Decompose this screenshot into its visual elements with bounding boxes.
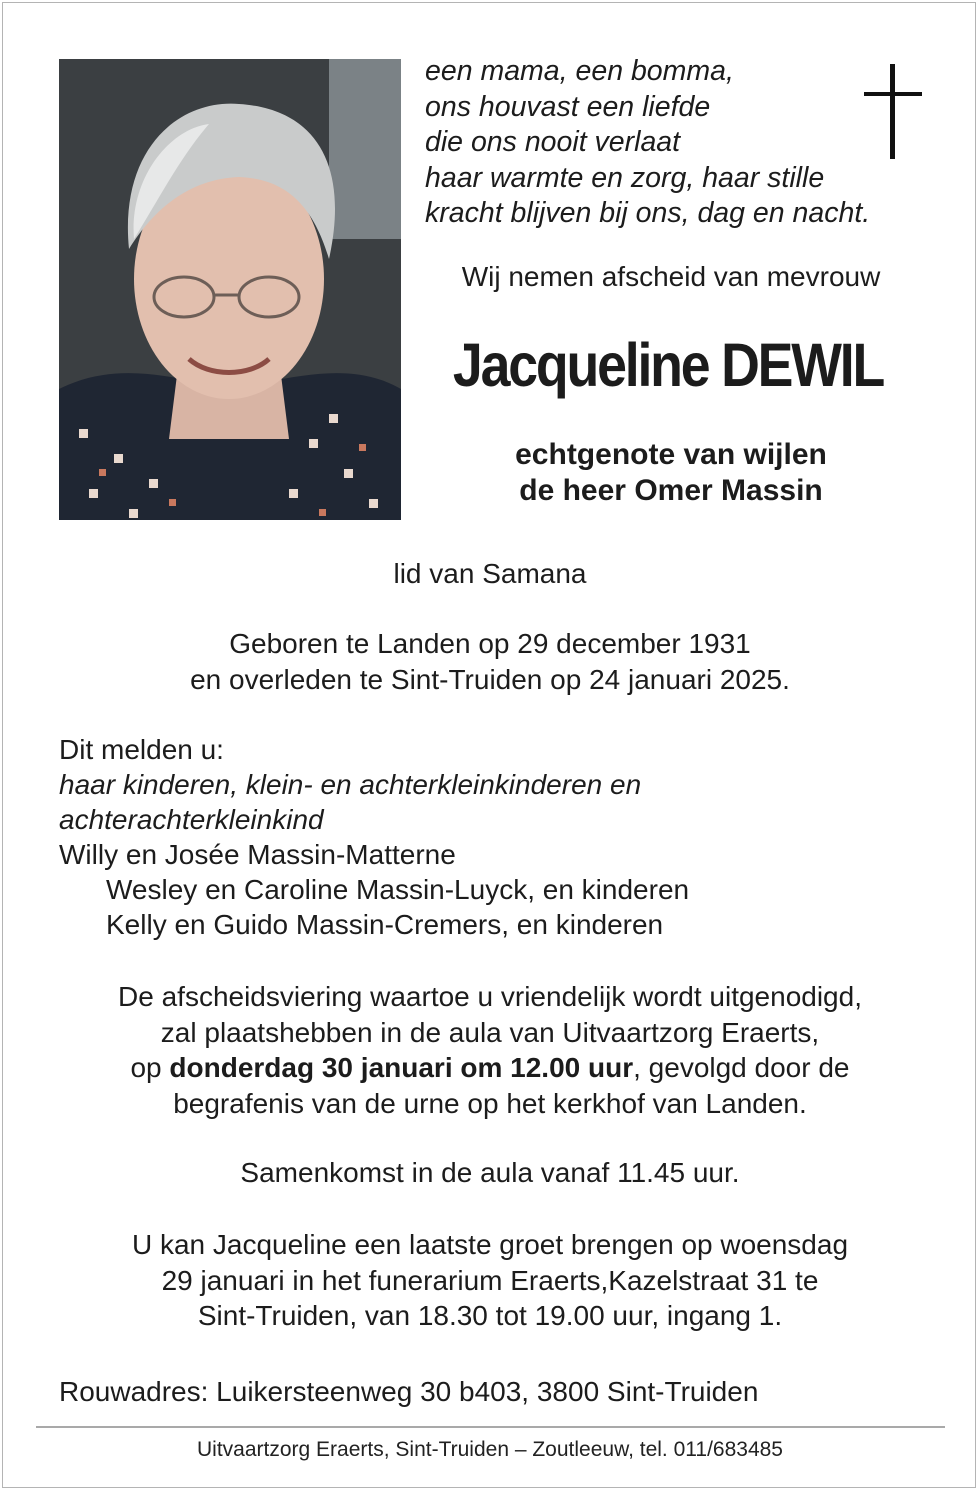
ceremony-line: begrafenis van de urne op het kerkhof van Landen. [173,1087,807,1119]
spouse-line: de heer Omer Massin [519,474,823,507]
birth-death-dates [30,626,950,697]
visitation-info [30,1227,950,1334]
poem-line: haar warmte en zorg, haar stille [425,161,825,194]
spouse-line: echtgenote van wijlen [515,438,827,471]
deceased-name: Jacqueline DEWIL [452,331,884,399]
family-member: Wesley en Caroline Massin-Luyck, en kinderen [106,874,690,905]
poem-line: een mama, een bomma, [425,55,734,87]
family-member: Kelly en Guido Massin-Cremers, en kinderen [106,909,664,940]
latin-cross-icon [864,64,922,159]
ceremony-datetime: donderdag 30 januari om 12.00 uur [169,1052,634,1083]
announcing-family [59,732,689,942]
poem-line: ons houvast een liefde [425,90,711,123]
funeral-home-footer: Uitvaartzorg Eraerts, Sint-Truiden – Zoutleeuw, tel. 011/683485 [197,1438,783,1461]
footer-divider [36,1426,945,1428]
gathering-info: Samenkomst in de aula vanaf 11.45 uur. [240,1157,740,1188]
death-line: en overleden te Sint-Truiden op 24 januari 2025. [190,663,790,695]
family-member: Willy en Josée Massin-Matterne [59,839,456,870]
mourning-address: Rouwadres: Luikersteenweg 30 b403, 3800 Sint-Truiden [59,1376,759,1407]
farewell-intro: Wij nemen afscheid van mevrouw [461,261,881,292]
ceremony-line: zal plaatshebben in de aula van Uitvaartzorg Eraerts, [160,1016,820,1048]
birth-line: Geboren te Landen op 29 december 1931 [229,628,751,659]
spouse-info [420,437,922,509]
visit-line: Sint-Truiden, van 18.30 tot 19.00 uur, ingang 1. [197,1300,783,1331]
ceremony-text: op [130,1052,170,1083]
portrait-photo [59,59,401,520]
announce-heading: Dit melden u: [59,734,224,765]
ceremony-line [30,1050,950,1086]
poem-line: kracht blijven bij ons, dag en nacht. [425,197,871,229]
ceremony-text: , gevolgd door de [633,1052,850,1083]
poem-line: die ons nooit verlaat [425,126,681,158]
ceremony-line: De afscheidsviering waartoe u vriendelijk wordt uitgenodigd, [118,981,862,1012]
family-summary: haar kinderen, klein- en achterkleinkinderen en [59,769,642,800]
family-summary: achterachterkleinkind [59,804,324,835]
ceremony-info [30,979,950,1121]
membership: lid van Samana [393,558,587,589]
visit-line: 29 januari in het funerarium Eraerts,Kazelstraat 31 te [161,1264,819,1296]
visit-line: U kan Jacqueline een laatste groet brengen op woensdag [131,1229,849,1260]
